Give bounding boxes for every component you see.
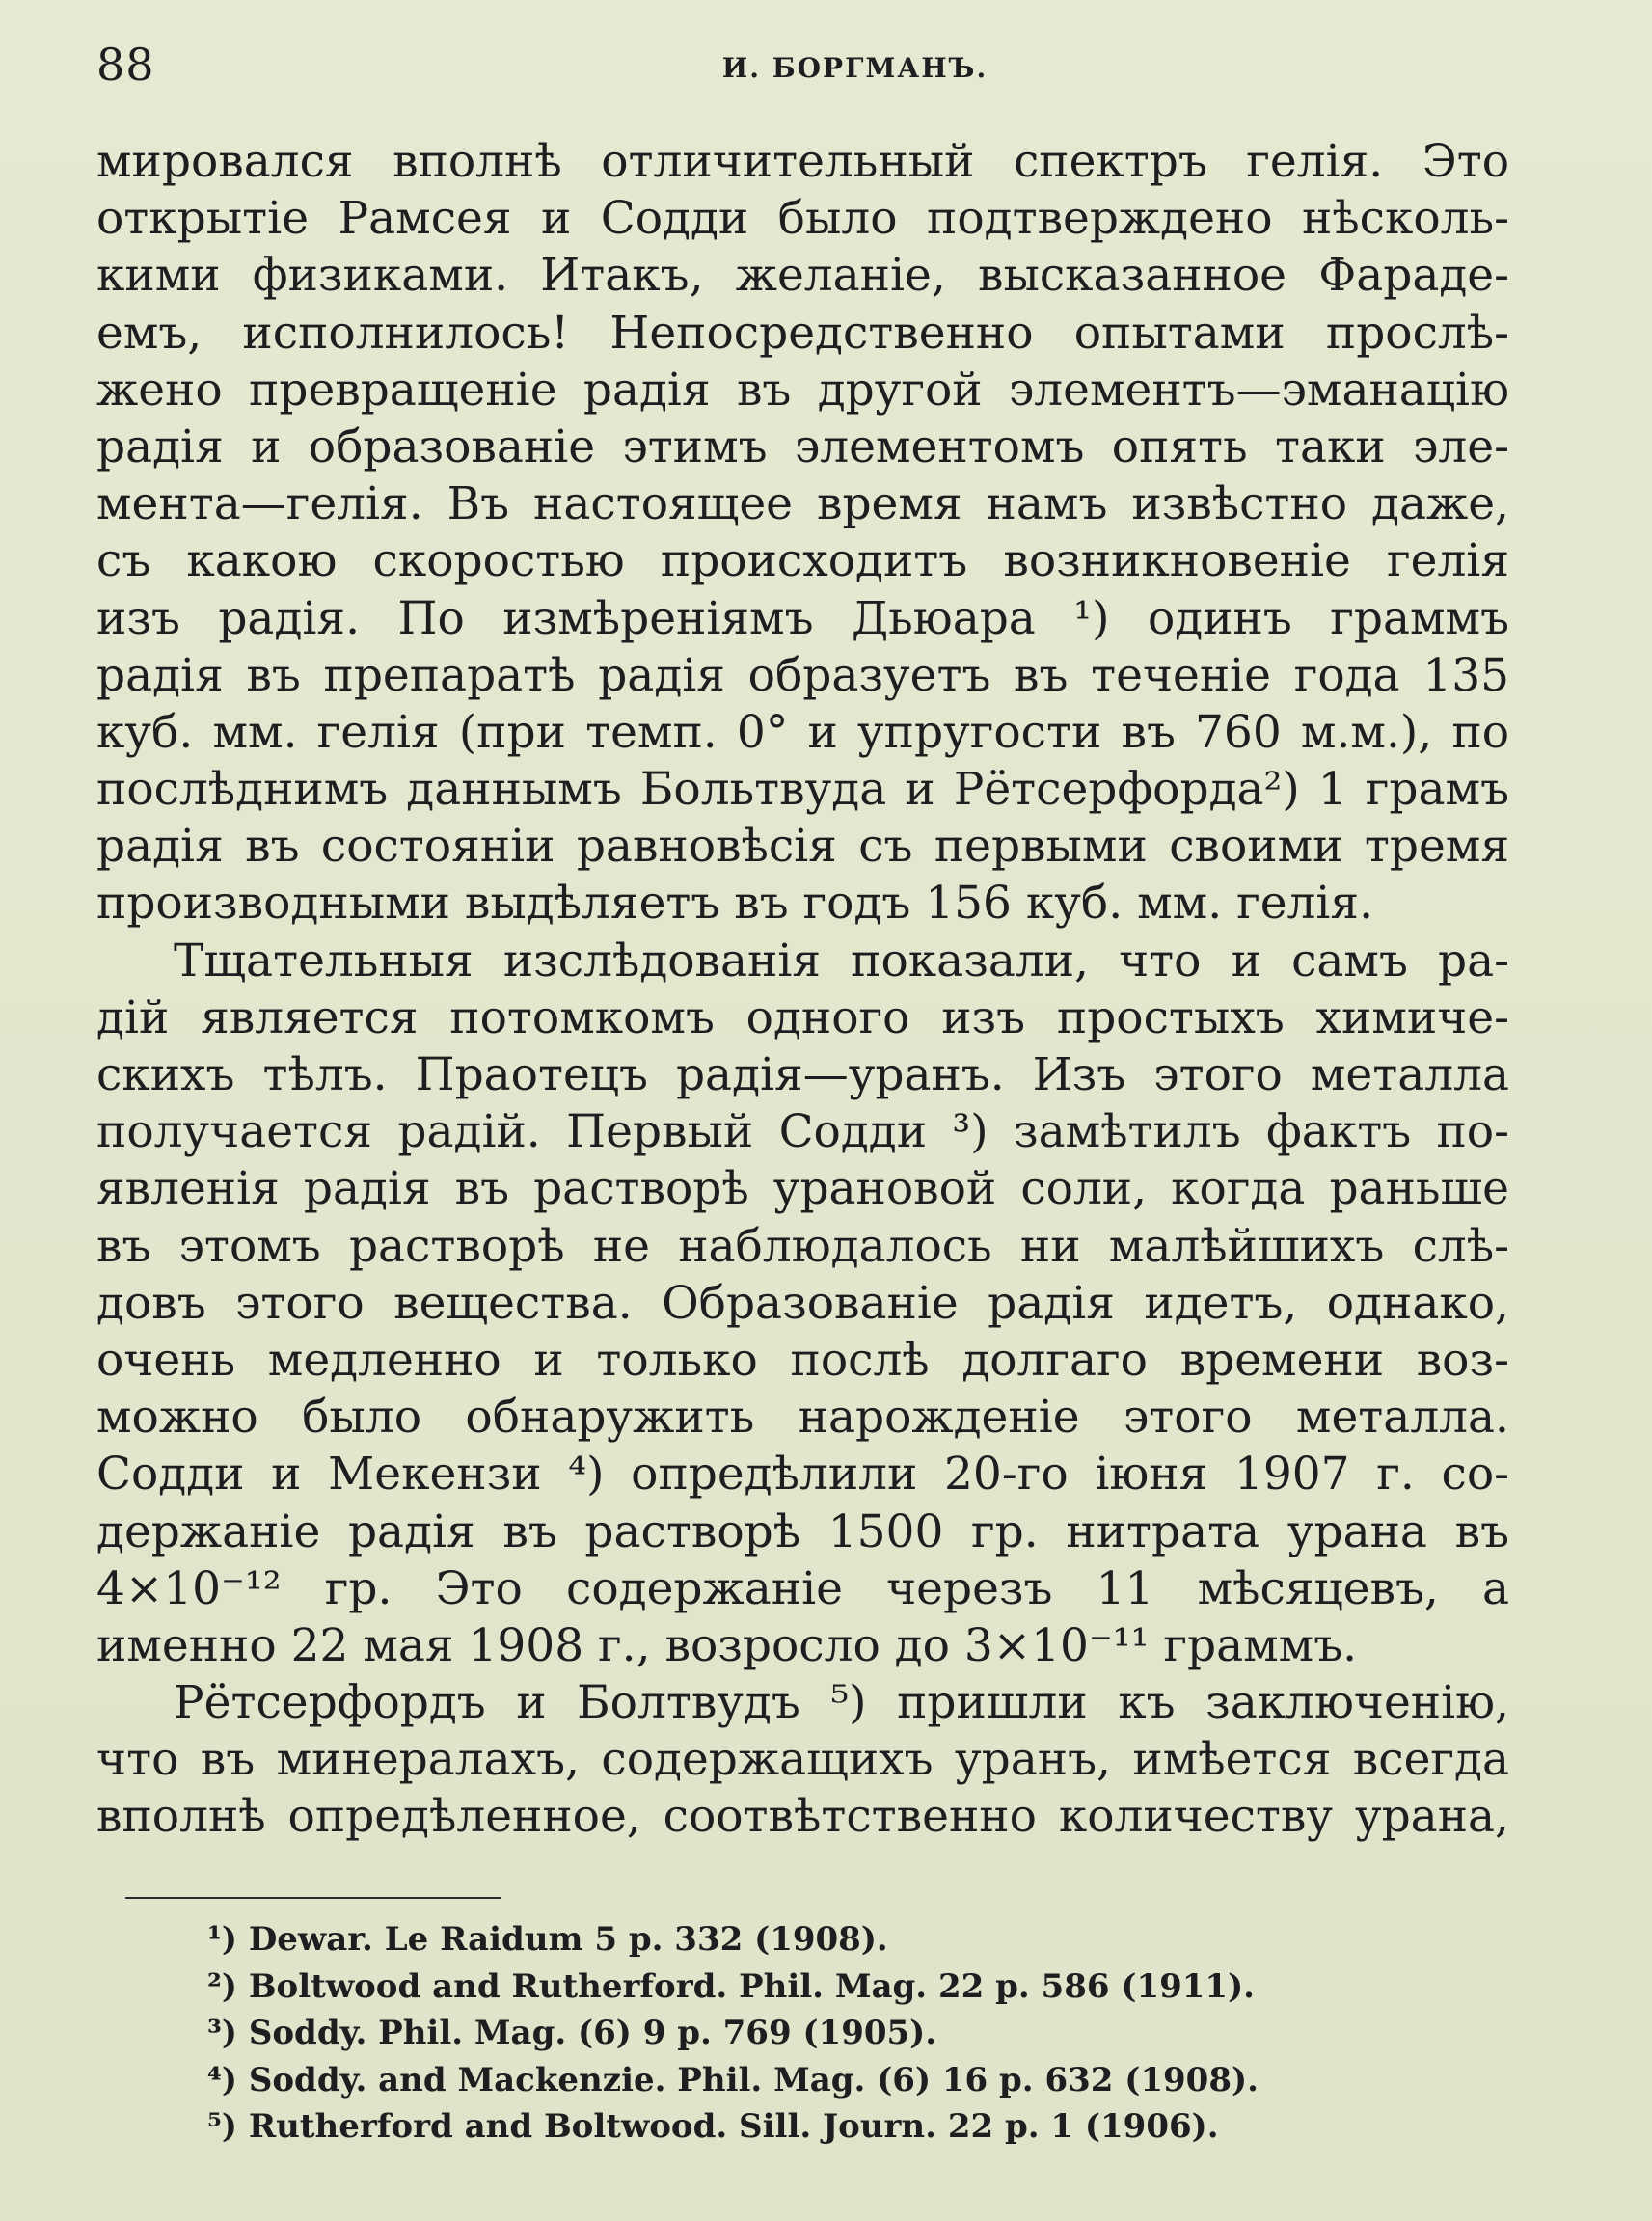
text-line: радія въ препаратѣ радія образуетъ въ теченіе года 135: [96, 648, 1509, 702]
text-line: очень медленно и только послѣ долгаго времени воз-: [96, 1333, 1509, 1387]
text-line: радія въ состояніи равновѣсія съ первыми своими тремя: [96, 820, 1509, 874]
text-line: въ этомъ растворѣ не наблюдалось ни малѣйшихъ слѣ-: [96, 1219, 1509, 1273]
page-header: [96, 39, 1536, 96]
text-line: довъ этого вещества. Образованіе радія идетъ, однако,: [96, 1276, 1509, 1330]
footnote: ³) Soddy. Phil. Mag. (6) 9 p. 769 (1905).: [207, 2014, 937, 2052]
text-line: послѣднимъ даннымъ Больтвуда и Рётсерфорда²) 1 грамъ: [96, 763, 1509, 817]
text-line: куб. мм. гелія (при темп. 0° и упругости въ 760 м.м.), по: [96, 705, 1509, 759]
running-head: И. БОРГМАНЪ.: [721, 52, 988, 84]
text-line: жено превращеніе радія въ другой элементъ—эманацію: [96, 363, 1509, 417]
text-line: 4×10⁻¹² гр. Это содержаніе черезъ 11 мѣсяцевъ, а: [96, 1561, 1509, 1615]
page-number: 88: [96, 39, 155, 91]
text-line: производными выдѣляетъ въ годъ 156 куб. мм. гелія.: [96, 877, 1374, 931]
footnotes: [207, 1916, 1461, 2151]
text-line: открытіе Рамсея и Содди было подтверждено нѣсколь-: [96, 192, 1509, 246]
text-line: именно 22 мая 1908 г., возросло до 3×10⁻¹¹ граммъ.: [96, 1618, 1358, 1672]
footnote: ²) Boltwood and Rutherford. Phil. Mag. 22 p. 586 (1911).: [207, 1966, 1256, 2006]
text-line: получается радій. Первый Содди ³) замѣтилъ фактъ по-: [96, 1105, 1509, 1159]
text-line: дій является потомкомъ одного изъ простыхъ химиче-: [96, 990, 1509, 1044]
text-line: мента—гелія. Въ настоящее время намъ извѣстно даже,: [96, 477, 1509, 531]
text-line: скихъ тѣлъ. Праотецъ радія—уранъ. Изъ этого металла: [96, 1048, 1509, 1101]
text-line: вполнѣ опредѣленное, соотвѣтственно количеству урана,: [96, 1790, 1509, 1844]
footnote: ⁵) Rutherford and Boltwood. Sill. Journ. 22 p. 1 (1906).: [207, 2107, 1219, 2146]
footnote: ⁴) Soddy. and Mackenzie. Phil. Mag. (6) 16 p. 632 (1908).: [207, 2060, 1259, 2099]
text-line: мировался вполнѣ отличительный спектръ гелія. Это: [96, 135, 1509, 188]
text-line: явленія радія въ растворѣ урановой соли, когда раньше: [96, 1162, 1509, 1216]
text-line: Тщательныя изслѣдованія показали, что и самъ ра-: [174, 934, 1509, 988]
text-line: можно было обнаружить нарожденіе этого металла.: [96, 1391, 1509, 1445]
text-line: Содди и Мекензи ⁴) опредѣлили 20-го іюня 1907 г. со-: [96, 1448, 1509, 1502]
text-line: изъ радія. По измѣреніямъ Дьюара ¹) одинъ граммъ: [96, 591, 1509, 645]
text-line: что въ минералахъ, содержащихъ уранъ, имѣется всегда: [96, 1733, 1509, 1787]
footnote: ¹) Dewar. Le Raidum 5 p. 332 (1908).: [207, 1920, 888, 1959]
text-line: съ какою скоростью происходитъ возникновеніе гелія: [96, 534, 1509, 588]
text-line: емъ, исполнилось! Непосредственно опытами прослѣ-: [96, 306, 1509, 360]
text-line: Рётсерфордъ и Болтвудъ ⁵) пришли къ заключенію,: [174, 1676, 1509, 1730]
footnote-divider: [125, 1897, 501, 1899]
text-line: кими физиками. Итакъ, желаніе, высказанное Фараде-: [96, 249, 1509, 303]
body-text: [96, 133, 1509, 1846]
text-line: держаніе радія въ растворѣ 1500 гр. нитрата урана въ: [96, 1504, 1509, 1558]
text-line: радія и образованіе этимъ элементомъ опять таки эле-: [96, 420, 1509, 474]
